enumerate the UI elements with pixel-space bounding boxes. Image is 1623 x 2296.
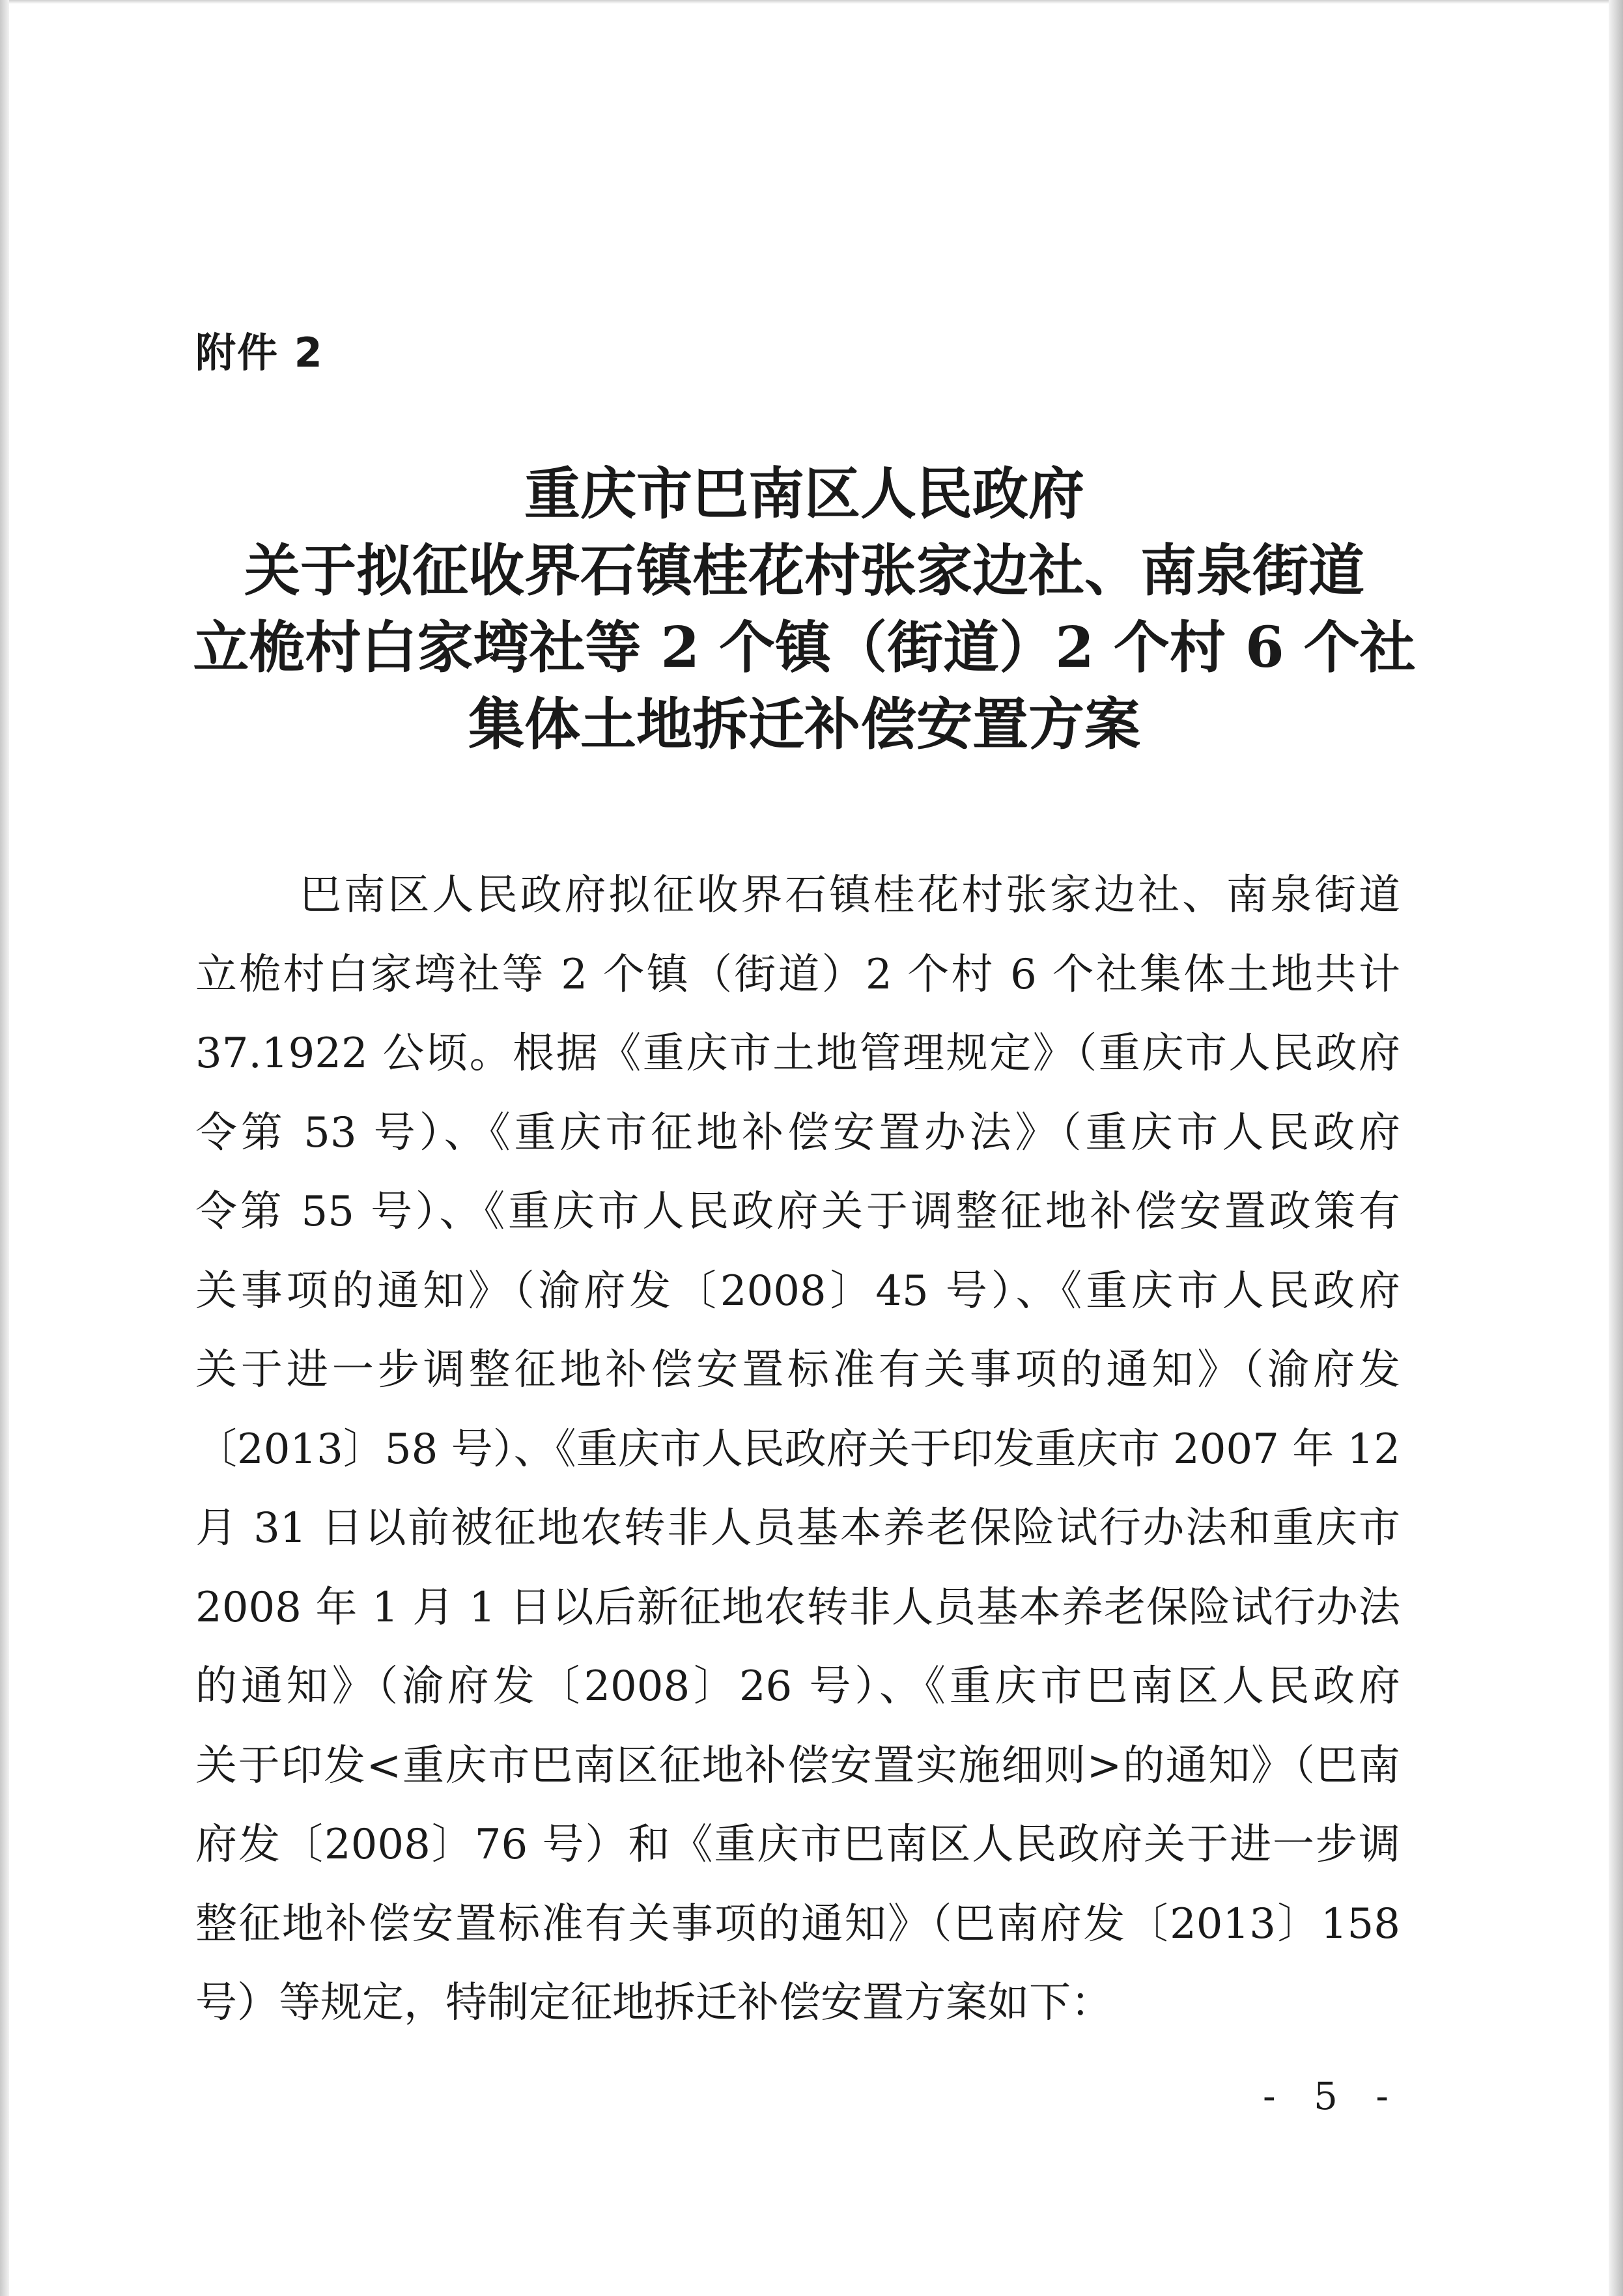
body-line: 的通知》（渝府发〔2008〕26 号）、《重庆市巴南区人民政府 — [195, 1662, 1400, 1711]
title-line: 关于拟征收界石镇桂花村张家边社、南泉街道 — [244, 538, 1364, 604]
page-number: - 5 - — [1263, 2074, 1402, 2118]
body-line: 令第 55 号）、《重庆市人民政府关于调整征地补偿安置政策有 — [195, 1188, 1400, 1236]
body-paragraph — [195, 856, 1400, 2043]
body-line: 整征地补偿安置标准有关事项的通知》（巴南府发〔2013〕158 — [195, 1899, 1400, 1948]
title-line: 重庆市巴南区人民政府 — [524, 461, 1084, 527]
body-line: 号）等规定，特制定征地拆迁补偿安置方案如下： — [195, 1979, 1112, 2027]
scan-edge-left — [0, 0, 9, 2296]
body-line: 关事项的通知》（渝府发〔2008〕45 号）、《重庆市人民政府 — [195, 1267, 1400, 1315]
body-line: 2008 年 1 月 1 日以后新征地农转非人员基本养老保险试行办法 — [195, 1583, 1400, 1632]
body-line: 府发〔2008〕76 号）和《重庆市巴南区人民政府关于进一步调 — [195, 1821, 1400, 1869]
title-line: 立桅村白家塆社等 2 个镇（街道）2 个村 6 个社 — [193, 615, 1416, 680]
scan-edge-top — [0, 0, 1623, 4]
body-line: 巴南区人民政府拟征收界石镇桂花村张家边社、南泉街道 — [300, 871, 1400, 919]
document-title — [156, 456, 1452, 763]
body-line: 〔2013〕58 号）、《重庆市人民政府关于印发重庆市 2007 年 12 — [195, 1425, 1400, 1474]
title-line: 集体土地拆迁补偿安置方案 — [468, 692, 1140, 757]
body-line: 关于进一步调整征地补偿安置标准有关事项的通知》（渝府发 — [195, 1346, 1400, 1394]
body-line: 关于印发<重庆市巴南区征地补偿安置实施细则>的通知》（巴南 — [195, 1741, 1400, 1790]
body-line: 立桅村白家塆社等 2 个镇（街道）2 个村 6 个社集体土地共计 — [195, 950, 1400, 999]
body-line: 令第 53 号）、《重庆市征地补偿安置办法》（重庆市人民政府 — [195, 1108, 1400, 1157]
attachment-label: 附件 2 — [195, 329, 324, 376]
scan-edge-right — [1609, 0, 1623, 2296]
body-line: 37.1922 公顷。根据《重庆市土地管理规定》（重庆市人民政府 — [195, 1029, 1400, 1078]
body-line: 月 31 日以前被征地农转非人员基本养老保险试行办法和重庆市 — [195, 1504, 1400, 1552]
